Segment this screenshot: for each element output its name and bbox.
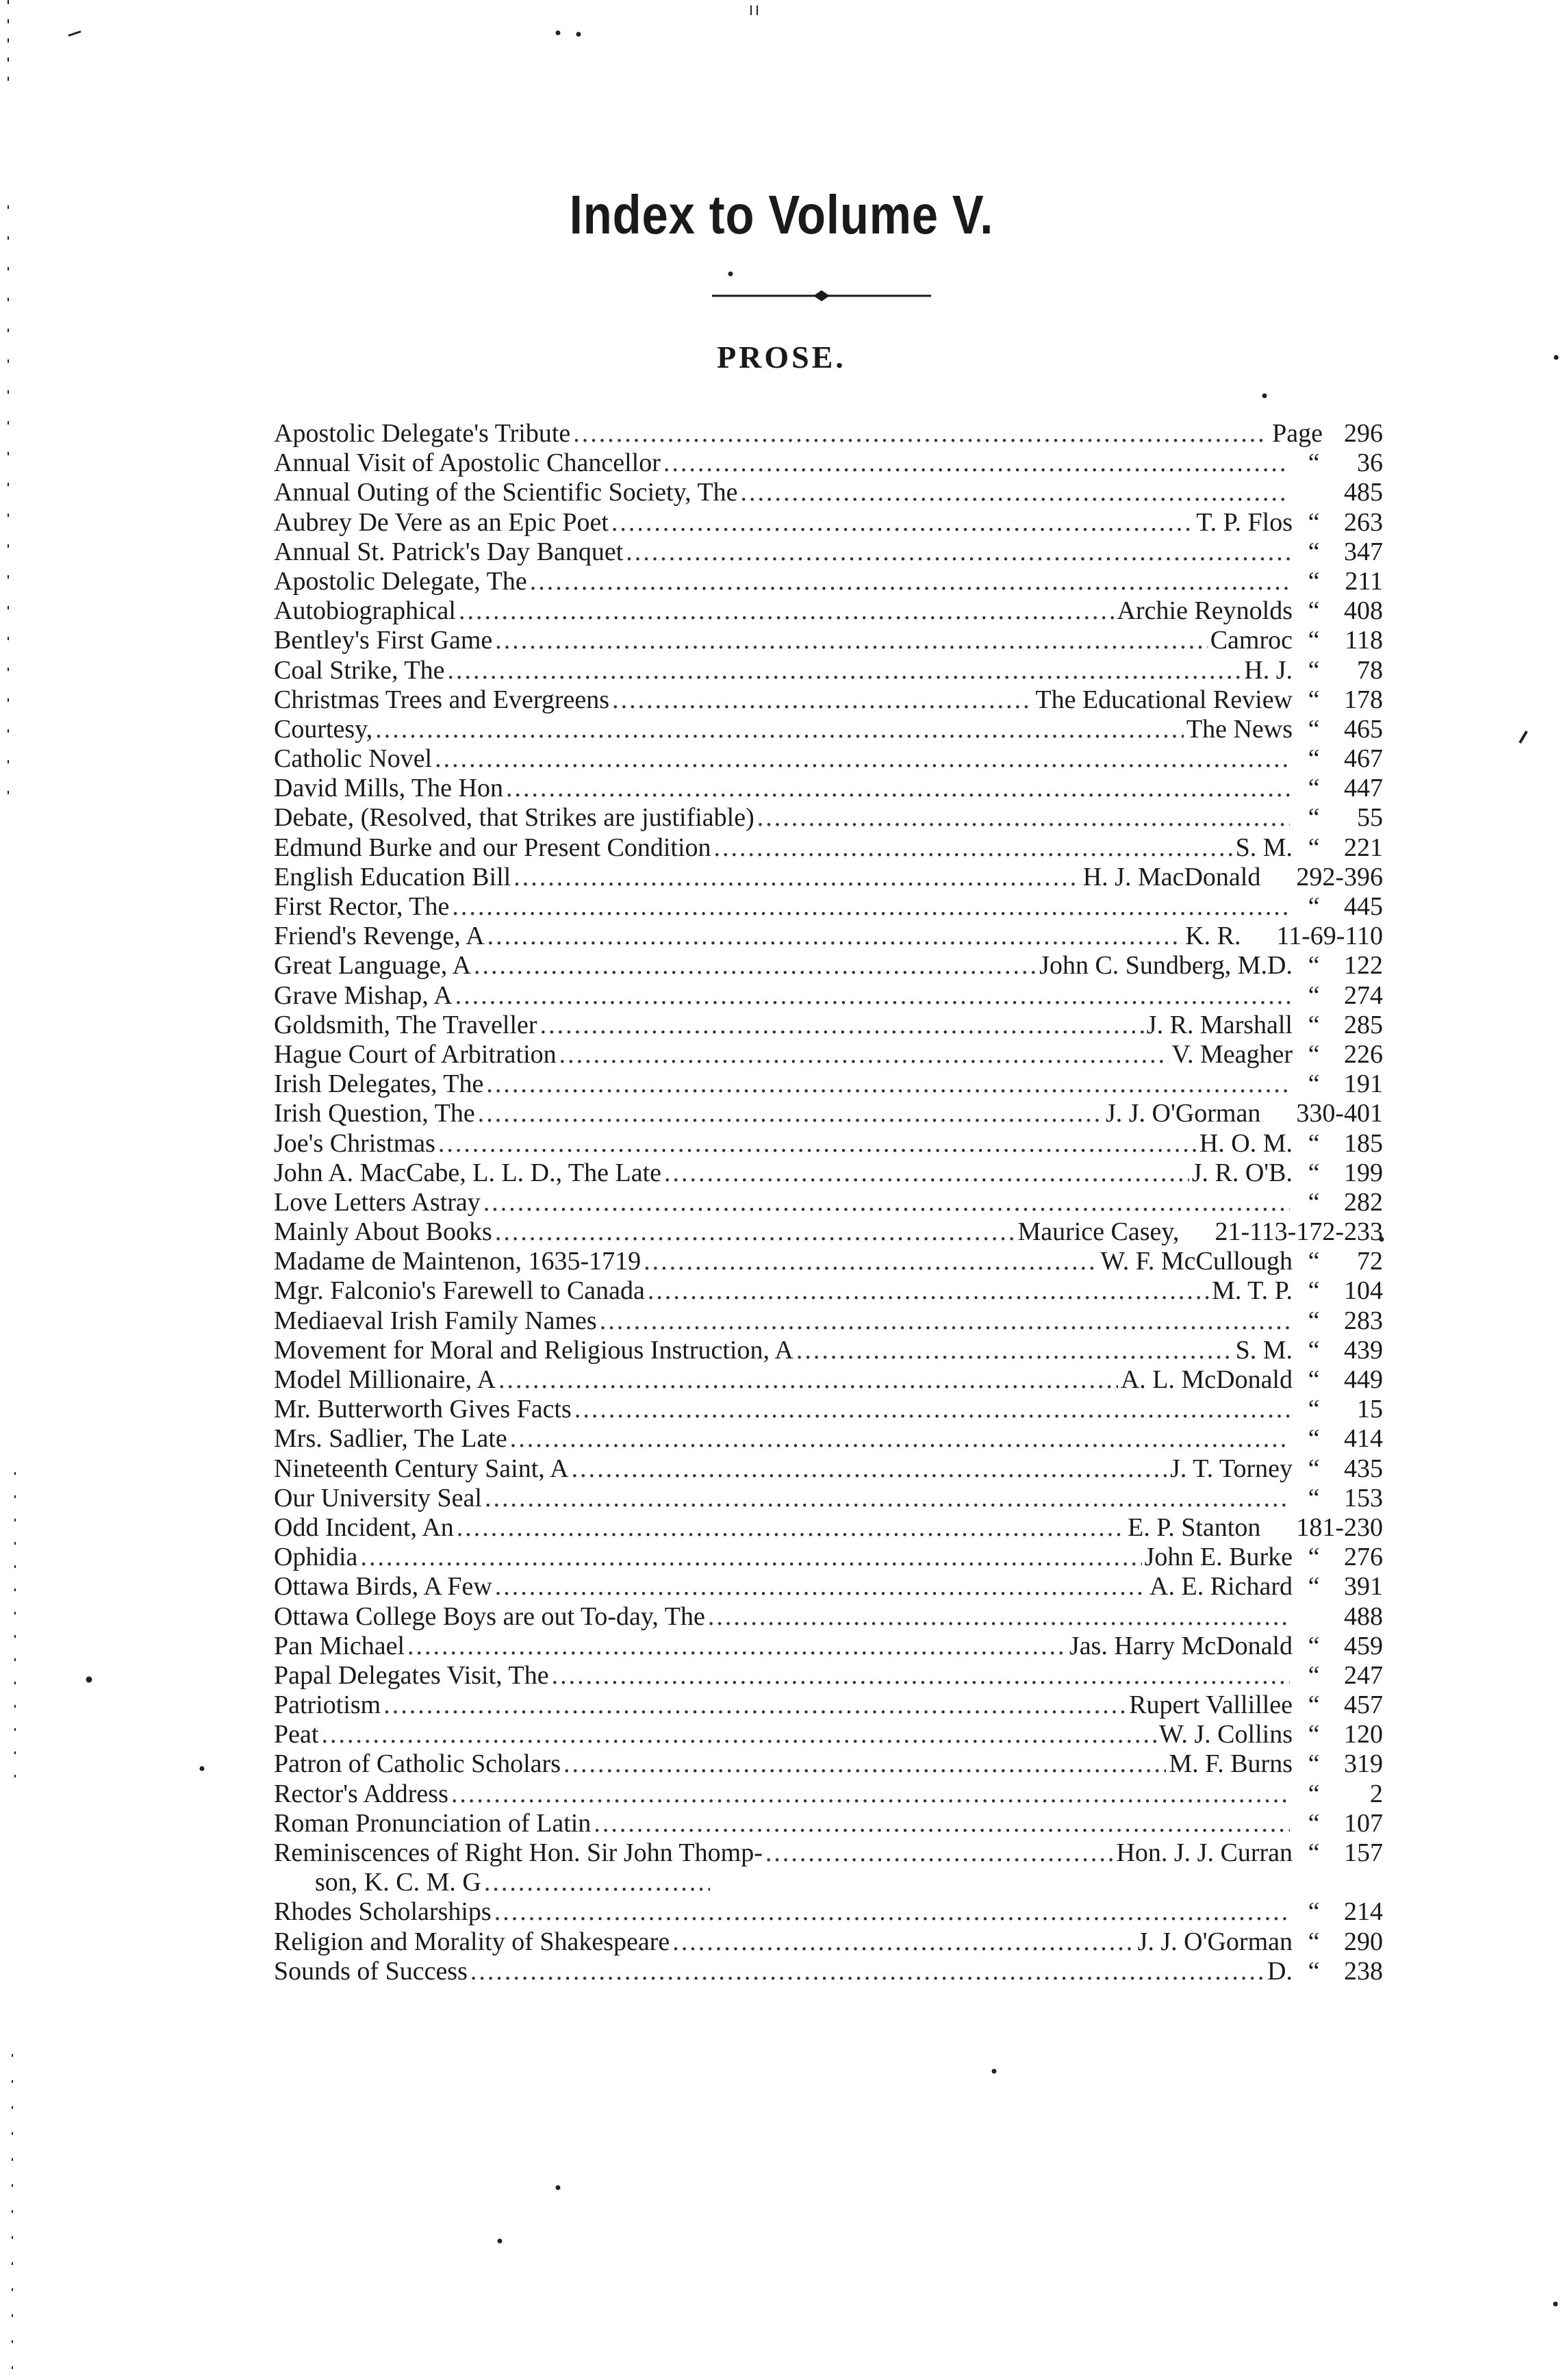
ditto-mark: “ [1308,1010,1320,1039]
index-entry [274,1159,1383,1188]
index-entry [274,774,1383,803]
ditto-mark: “ [1308,774,1320,803]
ditto-mark: “ [1308,1838,1320,1867]
entry-author: S. M. [1235,1335,1293,1365]
entry-title: Madame de Maintenon, 1635-1719 [274,1247,641,1276]
leader-dots [600,1306,1290,1336]
entry-title: Great Language, A [274,951,472,980]
ditto-mark: “ [1308,1631,1320,1660]
leader-dots [574,1395,1290,1424]
entry-author: The Educational Review [1035,685,1293,714]
entry-page-number: 72 [1357,1247,1383,1276]
ditto-mark: “ [1308,1424,1320,1454]
entry-title: Nineteenth Century Saint, A [274,1454,569,1483]
leader-dots [672,1927,1134,1957]
entry-page-number: 104 [1344,1276,1383,1306]
entry-page-number: 221 [1344,833,1383,862]
entry-page-number: 2 [1370,1779,1383,1808]
entry-author: H. O. M. [1199,1128,1293,1158]
index-entry [274,803,1383,833]
entry-page-number: 157 [1344,1838,1383,1867]
index-entry [274,1069,1383,1099]
index-entry [274,715,1383,744]
entry-title: Autobiographical [274,596,456,626]
ditto-mark: “ [1308,1365,1320,1394]
index-entry [274,537,1383,567]
index-entry [274,1040,1383,1069]
ditto-mark: “ [1308,596,1320,626]
entry-title: Goldsmith, The Traveller [274,1010,537,1039]
entry-page-number: 199 [1344,1158,1383,1187]
entry-page-number: 449 [1344,1365,1383,1394]
entry-title: Mgr. Falconio's Farewell to Canada [274,1276,645,1306]
entry-page-number: 457 [1344,1691,1383,1720]
index-entry [274,981,1383,1011]
entry-page-number: 191 [1344,1069,1383,1099]
index-entry [274,1780,1383,1809]
entry-page-number: 296 [1344,419,1383,448]
ditto-mark: “ [1308,1187,1320,1217]
leader-dots [708,1602,1290,1632]
entry-page-number: 414 [1344,1424,1383,1454]
entry-title: Ophidia [274,1543,358,1572]
entry-page-number: 36 [1357,448,1383,478]
leader-dots [510,1424,1290,1454]
entry-title: Ottawa College Boys are out To-day, The [274,1602,705,1631]
entry-title: Peat [274,1720,319,1749]
entry-author: V. Meagher [1171,1039,1293,1069]
ditto-mark: “ [1308,1454,1320,1483]
entry-title: Ottawa Birds, A Few [274,1572,492,1602]
leader-dots [485,1484,1290,1513]
entry-author: Rupert Vallillee [1129,1691,1293,1720]
entry-title: Friend's Revenge, A [274,922,485,951]
leader-dots [470,1957,1265,1986]
index-entry [274,1247,1383,1276]
entry-page-number: 55 [1357,803,1383,833]
leader-dots [495,1217,1015,1247]
index-entry [274,892,1383,922]
entry-title: Annual St. Patrick's Day Banquet [274,537,624,566]
ditto-mark: “ [1308,1572,1320,1602]
leader-dots [540,1011,1144,1040]
index-entry [274,1661,1383,1691]
entry-page-number: 178 [1344,685,1383,714]
index-entry [274,1691,1383,1720]
entry-title: Apostolic Delegate's Tribute [274,419,571,448]
index-entry [274,1838,1383,1868]
entry-page-number: 285 [1344,1010,1383,1039]
ditto-mark: “ [1308,1395,1320,1424]
entry-page-number: 122 [1344,951,1383,980]
leader-dots [559,1040,1169,1069]
ditto-mark: “ [1308,566,1320,596]
ditto-mark: “ [1308,507,1320,537]
entry-title: Mr. Butterworth Gives Facts [274,1395,572,1424]
entry-author: John E. Burke [1144,1543,1293,1572]
ditto-mark: “ [1308,1128,1320,1158]
ditto-mark: “ [1308,1749,1320,1779]
entry-page-number: 465 [1344,714,1383,744]
leader-dots [483,1188,1290,1217]
entry-author: Hon. J. J. Curran [1116,1838,1293,1867]
entry-title: Irish Delegates, The [274,1069,484,1099]
leader-dots [663,448,1290,478]
index-entry [274,596,1383,626]
ditto-mark: “ [1308,1483,1320,1512]
index-entry [274,567,1383,596]
entry-title: Mainly About Books [274,1217,492,1247]
leader-dots [513,863,1080,892]
ditto-mark: “ [1308,685,1320,714]
leader-dots [765,1838,1114,1868]
index-entry-list [274,419,1383,1986]
index-entry [274,1749,1383,1779]
title-rule-ornament [712,288,931,304]
leader-dots [383,1691,1126,1720]
ditto-mark: “ [1308,537,1320,566]
entry-author: H. J. [1244,655,1293,685]
index-entry [274,626,1383,655]
entry-page-number: 485 [1344,478,1383,507]
entry-page-number: 445 [1344,892,1383,921]
leader-dots [484,1868,710,1897]
entry-author: W. F. McCullough [1100,1247,1293,1276]
leader-dots [552,1661,1290,1691]
ditto-mark: “ [1308,1956,1320,1986]
ditto-mark: “ [1308,1069,1320,1099]
entry-title: Patriotism [274,1691,381,1720]
leader-dots [498,1365,1118,1395]
index-entry [274,1365,1383,1395]
entry-title: Patron of Catholic Scholars [274,1749,561,1779]
entry-title: Annual Outing of the Scientific Society, The [274,478,738,507]
ditto-mark: “ [1308,714,1320,744]
entry-page-number: 439 [1344,1335,1383,1365]
leader-dots [452,892,1290,922]
entry-title: Grave Mishap, A [274,980,453,1010]
leader-dots [487,922,1183,951]
entry-page-number: 78 [1357,655,1383,685]
leader-dots [530,567,1290,596]
entry-title: John A. MacCabe, L. L. D., The Late [274,1158,661,1187]
entry-title: English Education Bill [274,862,511,891]
entry-title: Catholic Novel [274,744,433,774]
entry-author: M. T. P. [1212,1276,1293,1306]
leader-dots [594,1809,1290,1838]
leader-dots [714,833,1233,863]
entry-title: Courtesy, [274,714,373,744]
entry-title: Coal Strike, The [274,655,445,685]
entry-page-number: 391 [1344,1572,1383,1602]
index-entry [274,1484,1383,1513]
entry-page-number: 185 [1344,1128,1383,1158]
entry-page-number: 181-230 [1296,1512,1383,1542]
index-entry [274,1513,1383,1543]
entry-author: M. F. Burns [1169,1749,1293,1779]
entry-title: Aubrey De Vere as an Epic Poet [274,507,609,537]
entry-author: S. M. [1235,833,1293,862]
index-entry [274,1927,1383,1957]
entry-title: Movement for Moral and Religious Instruction, A [274,1335,793,1365]
leader-dots [451,1780,1290,1809]
index-entry [274,1424,1383,1454]
entry-page-number: 488 [1344,1602,1383,1631]
ditto-mark: “ [1308,892,1320,921]
leader-dots [611,508,1193,537]
entry-page-number: 238 [1344,1956,1383,1986]
leader-dots [796,1336,1233,1365]
leader-dots [495,1572,1147,1602]
ditto-mark: “ [1308,1897,1320,1927]
index-entry [274,922,1383,951]
entry-page-number: 214 [1344,1897,1383,1927]
leader-dots [664,1159,1189,1188]
index-entry [274,1809,1383,1838]
entry-page-number: 274 [1344,980,1383,1010]
ditto-mark: “ [1308,1543,1320,1572]
entry-author: E. P. Stanton [1128,1512,1261,1542]
entry-page-number: 330-401 [1296,1099,1383,1128]
index-entry [274,1957,1383,1986]
entry-page-number: 347 [1344,537,1383,566]
entry-page-number: 263 [1344,507,1383,537]
leader-dots [459,596,1115,626]
entry-page-number: 408 [1344,596,1383,626]
leader-dots [447,656,1241,685]
ditto-mark: “ [1308,1039,1320,1069]
leader-dots [435,744,1290,774]
index-entry [274,1306,1383,1336]
entry-page-number: 11-69-110 [1276,922,1383,951]
entry-title: Mediaeval Irish Family Names [274,1306,597,1335]
ditto-mark: “ [1308,1276,1320,1306]
index-entry [274,478,1383,507]
index-entry [274,863,1383,892]
ditto-mark: “ [1308,980,1320,1010]
leader-dots [457,1513,1125,1543]
entry-page-number: 107 [1344,1808,1383,1838]
leader-dots [321,1720,1156,1749]
index-entry [274,1572,1383,1602]
entry-author: J. R. Marshall [1146,1010,1293,1039]
entry-author: W. J. Collins [1159,1720,1293,1749]
ditto-mark: “ [1308,1691,1320,1720]
leader-dots [494,1897,1290,1927]
entry-title: Pan Michael [274,1631,405,1660]
entry-author: Archie Reynolds [1117,596,1293,626]
leader-dots [572,1454,1168,1484]
index-entry [274,744,1383,774]
index-entry [274,1188,1383,1217]
leader-dots [407,1632,1067,1661]
index-entry [274,508,1383,537]
leader-dots [486,1069,1290,1099]
entry-title: Sounds of Success [274,1956,468,1986]
entry-title: Annual Visit of Apostolic Chancellor [274,448,661,478]
entry-page-number: 120 [1344,1720,1383,1749]
index-entry [274,1543,1383,1572]
entry-title: First Rector, The [274,892,450,921]
index-entry-continuation [274,1868,1383,1897]
ditto-mark: “ [1308,1720,1320,1749]
page-title: Index to Volume V. [569,184,994,245]
ditto-mark: “ [1308,626,1320,655]
entry-page-number: 447 [1344,774,1383,803]
entry-page-number: 319 [1344,1749,1383,1779]
entry-page-number: 467 [1344,744,1383,774]
leader-dots [506,774,1290,803]
index-entry [274,1336,1383,1365]
entry-title: Irish Question, The [274,1099,475,1128]
ditto-mark: “ [1308,803,1320,833]
leader-dots [375,715,1184,744]
entry-title: Edmund Burke and our Present Condition [274,833,711,862]
entry-title: Rector's Address [274,1779,448,1808]
entry-page-number: 459 [1344,1631,1383,1660]
leader-dots [438,1129,1197,1159]
entry-page-number: 283 [1344,1306,1383,1335]
entry-title: Joe's Christmas [274,1128,435,1158]
index-entry [274,1602,1383,1632]
entry-author: Camroc [1210,626,1293,655]
entry-page-number: 247 [1344,1660,1383,1690]
entry-title: Apostolic Delegate, The [274,566,527,596]
index-entry [274,1720,1383,1749]
leader-dots [612,685,1032,715]
index-entry [274,685,1383,715]
entry-title: Reminiscences of Right Hon. Sir John Thomp- [274,1838,763,1867]
entry-author: A. L. McDonald [1120,1365,1293,1394]
entry-author: A. E. Richard [1149,1572,1293,1602]
entry-title: Religion and Morality of Shakespeare [274,1927,670,1956]
ditto-mark: “ [1308,1335,1320,1365]
index-entry [274,1454,1383,1484]
leader-dots [455,981,1290,1011]
entry-page-number: 435 [1344,1454,1383,1483]
entry-title: Bentley's First Game [274,626,493,655]
leader-dots [757,803,1290,833]
index-entry [274,1217,1383,1247]
index-entry [274,1276,1383,1306]
index-entry [274,656,1383,685]
ditto-mark: “ [1308,1660,1320,1690]
index-entry [274,833,1383,863]
entry-author: J. T. Torney [1170,1454,1293,1483]
entry-author: Maurice Casey, [1017,1217,1180,1247]
entry-title: Christmas Trees and Evergreens [274,685,610,714]
entry-title: Rhodes Scholarships [274,1897,492,1927]
entry-author: K. R. [1185,922,1241,951]
entry-author: Jas. Harry McDonald [1069,1631,1293,1660]
entry-page-number: 282 [1344,1187,1383,1217]
ditto-mark: “ [1308,833,1320,862]
index-entry [274,1897,1383,1927]
entry-author: D. [1267,1956,1293,1986]
leader-dots [648,1276,1209,1306]
entry-page-number: 292-396 [1296,862,1383,891]
ditto-mark: Page [1272,419,1323,448]
entry-title: Hague Court of Arbitration [274,1039,557,1069]
leader-dots [573,419,1262,448]
entry-title: Model Millionaire, A [274,1365,496,1394]
entry-author: T. P. Flos [1196,507,1293,537]
leader-dots [495,626,1207,655]
entry-title: Papal Delegates Visit, The [274,1660,549,1690]
ditto-mark: “ [1308,951,1320,980]
entry-title: Mrs. Sadlier, The Late [274,1424,507,1454]
entry-title: Odd Incident, An [274,1512,454,1542]
ditto-mark: “ [1308,744,1320,774]
entry-author: The News [1186,714,1293,744]
leader-dots [563,1749,1166,1779]
ditto-mark: “ [1308,1158,1320,1187]
entry-author: J. J. O'Gorman [1105,1099,1261,1128]
ditto-mark: “ [1308,448,1320,478]
section-heading-prose: PROSE. [717,340,846,375]
index-entry [274,1011,1383,1040]
entry-page-number: 118 [1345,626,1383,655]
index-entry [274,419,1383,448]
index-entry [274,1129,1383,1159]
entry-page-number: 15 [1357,1395,1383,1424]
leader-dots [360,1543,1141,1572]
ditto-mark: “ [1308,1247,1320,1276]
entry-title: Roman Pronunciation of Latin [274,1808,592,1838]
entry-page-number: 226 [1344,1039,1383,1069]
leader-dots [626,537,1290,567]
entry-title: Debate, (Resolved, that Strikes are justifiable) [274,803,754,833]
ditto-mark: “ [1308,1306,1320,1335]
entry-author: H. J. MacDonald [1082,862,1261,891]
ditto-mark: “ [1308,655,1320,685]
index-entry [274,1632,1383,1661]
entry-title: Love Letters Astray [274,1187,481,1217]
entry-title: David Mills, The Hon [274,774,503,803]
leader-dots [644,1247,1097,1276]
entry-page-number: 21-113-172-233 [1215,1217,1383,1247]
entry-page-number: 153 [1344,1483,1383,1512]
entry-author: J. J. O'Gorman [1137,1927,1293,1956]
ditto-mark: “ [1308,1927,1320,1956]
leader-dots [478,1099,1103,1128]
entry-author: J. R. O'B. [1191,1158,1293,1187]
index-entry [274,1395,1383,1424]
entry-title: Our University Seal [274,1483,482,1512]
index-entry [274,448,1383,478]
entry-page-number: 211 [1345,566,1383,596]
entry-page-number: 276 [1344,1543,1383,1572]
entry-page-number: 290 [1344,1927,1383,1956]
entry-title: son, K. C. M. G [315,1868,481,1897]
index-entry [274,1099,1383,1128]
ditto-mark: “ [1308,1808,1320,1838]
index-entry [274,951,1383,980]
leader-dots [474,951,1037,980]
leader-dots [741,478,1290,507]
ditto-mark: “ [1308,1779,1320,1808]
entry-author: John C. Sundberg, M.D. [1039,951,1293,980]
